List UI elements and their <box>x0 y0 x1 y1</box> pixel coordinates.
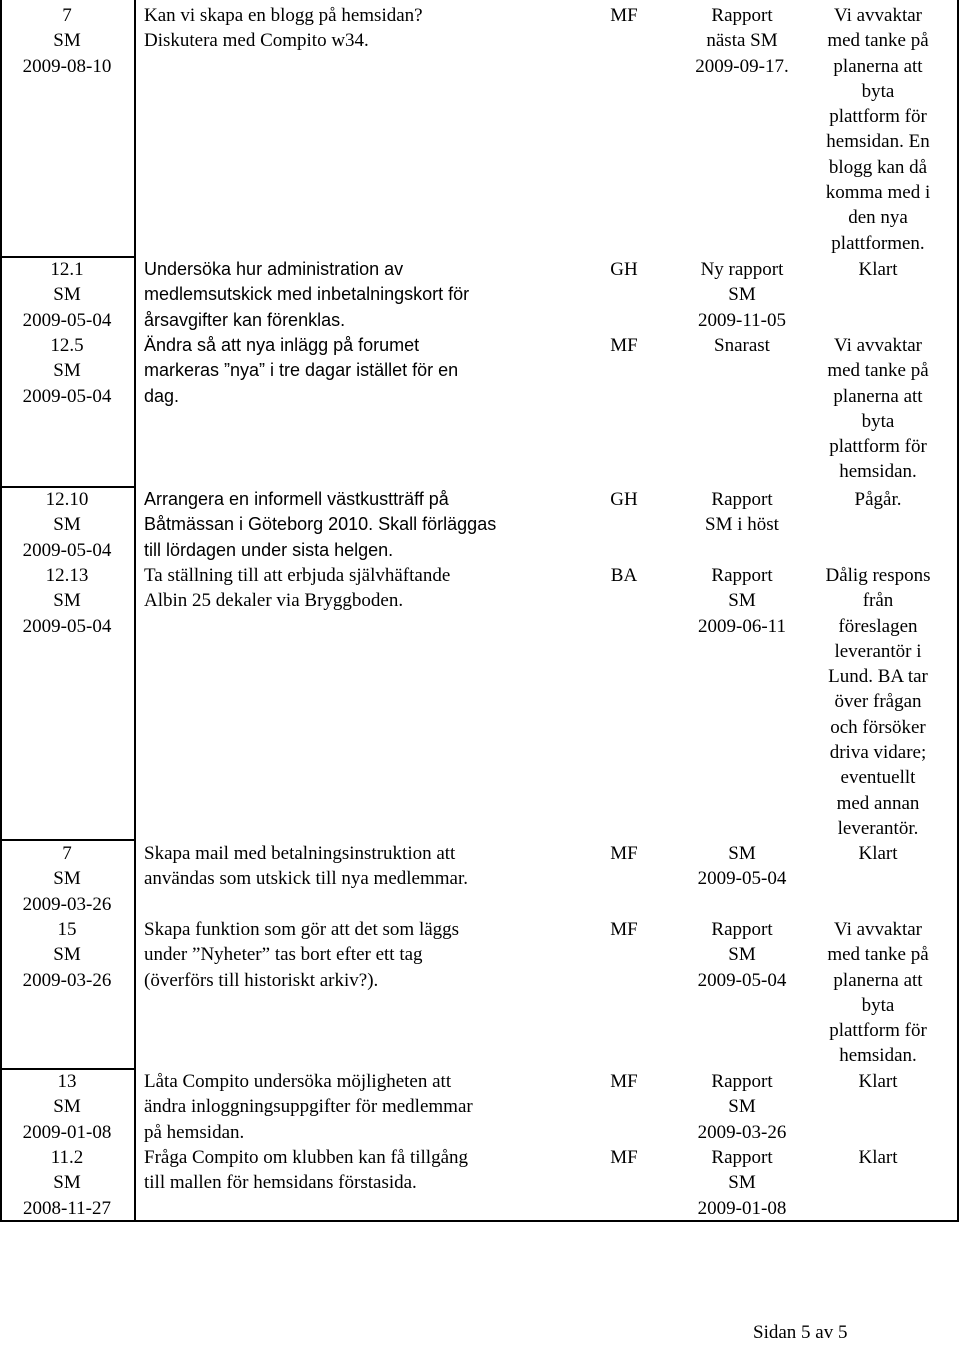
comment-cell-line: plattform för <box>829 436 927 458</box>
deadline-cell-line: 2009-05-04 <box>697 868 787 890</box>
deadline-cell <box>676 563 808 639</box>
comment-cell-line: eventuellt <box>840 767 916 789</box>
comment-cell-line: byta <box>861 80 895 102</box>
item-id-cell <box>2 563 132 639</box>
item-id-cell-line: 2009-03-26 <box>22 969 112 991</box>
table-column-divider <box>134 0 136 1221</box>
item-id-cell-line: 2009-03-26 <box>22 893 112 915</box>
task-description-cell-line: Kan vi skapa en blogg på hemsidan? <box>144 5 423 26</box>
deadline-cell-line: SM <box>728 843 756 864</box>
task-description-cell-line: till mallen för hemsidans förstasida. <box>144 1172 417 1194</box>
item-id-cell-line: 15 <box>57 919 77 940</box>
task-description-cell <box>144 257 584 333</box>
comment-cell <box>810 917 946 1069</box>
deadline-cell <box>676 487 808 538</box>
comment-cell-line: komma med i <box>825 182 931 204</box>
deadline-cell-line: SM <box>728 590 756 612</box>
item-id-cell-line: 12.13 <box>45 565 89 586</box>
task-description-cell <box>144 1069 584 1145</box>
comment-cell-line: från <box>862 590 894 612</box>
comment-cell-line: med tanke på <box>827 30 929 52</box>
task-description-cell <box>144 487 584 563</box>
item-id-cell-line: SM <box>53 284 81 306</box>
deadline-cell-line: 2009-09-17. <box>695 55 789 77</box>
item-id-cell-line: SM <box>53 30 81 52</box>
responsible-cell: MF <box>610 335 638 356</box>
item-id-cell-line: 12.10 <box>45 489 89 510</box>
responsible-cell: MF <box>610 919 638 940</box>
task-description-cell-line: markeras ”nya” i tre dagar istället för en <box>144 360 459 381</box>
comment-cell-line: byta <box>861 410 895 432</box>
deadline-cell-line: SM <box>728 1096 756 1118</box>
comment-cell-line: och försöker <box>830 716 926 738</box>
task-description-cell <box>144 841 584 892</box>
item-id-cell-line: 12.1 <box>50 259 84 280</box>
deadline-cell <box>676 333 808 358</box>
task-description-cell-line: Låta Compito undersöka möjligheten att <box>144 1071 452 1092</box>
comment-cell-line: plattformen. <box>831 232 925 254</box>
item-id-cell-line: SM <box>53 1172 81 1194</box>
comment-cell <box>810 257 946 282</box>
item-id-cell-line: SM <box>53 514 81 536</box>
item-id-cell-line: 2008-11-27 <box>23 1197 111 1219</box>
item-id-cell-line: 2009-05-04 <box>22 539 112 561</box>
task-description-cell-line: medlemsutskick med inbetalningskort för <box>144 284 470 305</box>
deadline-cell-line: 2009-11-05 <box>698 309 786 331</box>
comment-cell <box>810 333 946 485</box>
responsible-cell: GH <box>610 489 638 510</box>
item-id-cell-line: SM <box>53 944 81 966</box>
page-footer: Sidan 5 av 5 <box>753 1322 848 1343</box>
responsible-cell: MF <box>610 1071 638 1092</box>
deadline-cell-line: 2009-06-11 <box>698 615 786 637</box>
task-description-cell <box>144 917 584 993</box>
task-description-cell-line: på hemsidan. <box>144 1121 245 1143</box>
comment-cell-line: Klart <box>858 1071 898 1092</box>
table-border-bottom <box>0 1220 959 1222</box>
deadline-cell <box>676 917 808 993</box>
deadline-cell-line: 2009-01-08 <box>697 1197 787 1219</box>
item-id-cell <box>2 1069 132 1145</box>
deadline-cell-line: Rapport <box>711 489 773 510</box>
deadline-cell-line: SM <box>728 284 756 306</box>
deadline-cell <box>676 1145 808 1221</box>
comment-cell-line: plattform för <box>829 106 927 128</box>
deadline-cell-line: 2009-05-04 <box>697 969 787 991</box>
deadline-cell-line: nästa SM <box>706 30 778 52</box>
item-id-cell <box>2 257 132 333</box>
comment-cell-line: leverantör i <box>834 640 922 662</box>
task-description-cell <box>144 333 584 409</box>
item-id-cell-line: 13 <box>57 1071 77 1092</box>
task-description-cell-line: (överförs till historiskt arkiv?). <box>144 969 379 991</box>
comment-cell-line: över frågan <box>834 691 922 713</box>
responsible-cell: MF <box>610 5 638 26</box>
task-description-cell-line: Fråga Compito om klubben kan få tillgång <box>144 1147 469 1168</box>
comment-cell <box>810 841 946 866</box>
comment-cell <box>810 1069 946 1094</box>
deadline-cell-line: Rapport <box>711 5 773 26</box>
item-id-cell-line: SM <box>53 590 81 612</box>
comment-cell-line: planerna att <box>833 969 923 991</box>
comment-cell-line: Klart <box>858 1147 898 1168</box>
task-description-cell-line: dag. <box>144 385 180 406</box>
task-description-cell-line: Båtmässan i Göteborg 2010. Skall förläggas <box>144 514 497 535</box>
comment-cell-line: med tanke på <box>827 944 929 966</box>
comment-cell <box>810 487 946 512</box>
item-id-cell <box>2 3 132 79</box>
comment-cell-line: Dålig respons <box>825 565 931 586</box>
task-description-cell-line: Arrangera en informell västkustträff på <box>144 489 449 509</box>
deadline-cell-line: Rapport <box>711 1147 773 1168</box>
task-description-cell-line: användas som utskick till nya medlemmar. <box>144 868 468 890</box>
comment-cell-line: med annan <box>836 792 920 814</box>
task-description-cell-line: under ”Nyheter” tas bort efter ett tag <box>144 944 423 966</box>
item-id-cell-line: SM <box>53 360 81 382</box>
comment-cell-line: Vi avvaktar <box>833 335 922 356</box>
task-description-cell-line: Ta ställning till att erbjuda självhäftande <box>144 565 451 586</box>
comment-cell-line: hemsidan. <box>839 461 917 483</box>
deadline-cell-line: Rapport <box>711 565 773 586</box>
comment-cell-line: Vi avvaktar <box>833 5 922 26</box>
item-id-cell-line: 2009-05-04 <box>22 385 112 407</box>
deadline-cell-line: Snarast <box>714 335 770 356</box>
item-id-cell-line: 12.5 <box>50 335 84 356</box>
comment-cell-line: Klart <box>858 843 898 864</box>
comment-cell-line: den nya <box>848 207 908 229</box>
comment-cell-line: leverantör. <box>837 817 919 839</box>
task-description-cell <box>144 3 584 54</box>
comment-cell-line: Pågår. <box>854 489 902 510</box>
deadline-cell-line: Ny rapport <box>700 259 784 280</box>
comment-cell-line: hemsidan. En <box>826 131 930 153</box>
deadline-cell <box>676 841 808 892</box>
item-id-cell <box>2 917 132 993</box>
comment-cell-line: Lund. BA tar <box>828 666 928 688</box>
task-description-cell-line: årsavgifter kan förenklas. <box>144 309 346 330</box>
comment-cell-line: Vi avvaktar <box>833 919 922 940</box>
item-id-cell-line: SM <box>53 868 81 890</box>
comment-cell-line: föreslagen <box>838 615 918 637</box>
item-id-cell-line: 7 <box>62 5 72 26</box>
item-id-cell <box>2 487 132 563</box>
item-id-cell-line: 11.2 <box>50 1147 84 1168</box>
task-description-cell <box>144 1145 584 1196</box>
responsible-cell: GH <box>610 259 638 280</box>
comment-cell <box>810 3 946 256</box>
task-description-cell-line: Albin 25 dekaler via Bryggboden. <box>144 590 404 612</box>
comment-cell-line: blogg kan då <box>828 156 928 178</box>
deadline-cell-line: Rapport <box>711 1071 773 1092</box>
deadline-cell-line: Rapport <box>711 919 773 940</box>
comment-cell-line: planerna att <box>833 385 923 407</box>
table-border-right <box>957 0 959 1221</box>
task-description-cell-line: Skapa funktion som gör att det som läggs <box>144 919 460 940</box>
comment-cell-line: Klart <box>858 259 898 280</box>
comment-cell-line: planerna att <box>833 55 923 77</box>
responsible-cell: BA <box>610 565 638 586</box>
item-id-cell <box>2 1145 132 1221</box>
item-id-cell-line: 2009-08-10 <box>22 55 112 77</box>
item-id-cell <box>2 841 132 917</box>
deadline-cell <box>676 1069 808 1145</box>
deadline-cell-line: SM <box>728 1172 756 1194</box>
comment-cell-line: plattform för <box>829 1020 927 1042</box>
comment-cell-line: hemsidan. <box>839 1045 917 1067</box>
task-description-cell-line: ändra inloggningsuppgifter för medlemmar <box>144 1096 473 1118</box>
deadline-cell <box>676 257 808 333</box>
item-id-cell-line: 7 <box>62 843 72 864</box>
task-description-cell-line: Ändra så att nya inlägg på forumet <box>144 335 420 355</box>
task-description-cell-line: till lördagen under sista helgen. <box>144 539 394 560</box>
comment-cell-line: driva vidare; <box>829 742 927 764</box>
deadline-cell-line: 2009-03-26 <box>697 1121 787 1143</box>
responsible-cell: MF <box>610 843 638 864</box>
comment-cell <box>810 1145 946 1170</box>
item-id-cell-line: 2009-01-08 <box>22 1121 112 1143</box>
task-description-cell <box>144 563 584 614</box>
item-id-cell <box>2 333 132 409</box>
item-id-cell-line: SM <box>53 1096 81 1118</box>
item-id-cell-line: 2009-05-04 <box>22 615 112 637</box>
task-description-cell-line: Undersöka hur administration av <box>144 259 404 279</box>
comment-cell <box>810 563 946 841</box>
deadline-cell <box>676 3 808 79</box>
deadline-cell-line: SM <box>728 944 756 966</box>
comment-cell-line: med tanke på <box>827 360 929 382</box>
item-id-cell-line: 2009-05-04 <box>22 309 112 331</box>
deadline-cell-line: SM i höst <box>705 514 779 536</box>
comment-cell-line: byta <box>861 994 895 1016</box>
responsible-cell: MF <box>610 1147 638 1168</box>
task-description-cell-line: Skapa mail med betalningsinstruktion att <box>144 843 456 864</box>
task-description-cell-line: Diskutera med Compito w34. <box>144 30 369 52</box>
